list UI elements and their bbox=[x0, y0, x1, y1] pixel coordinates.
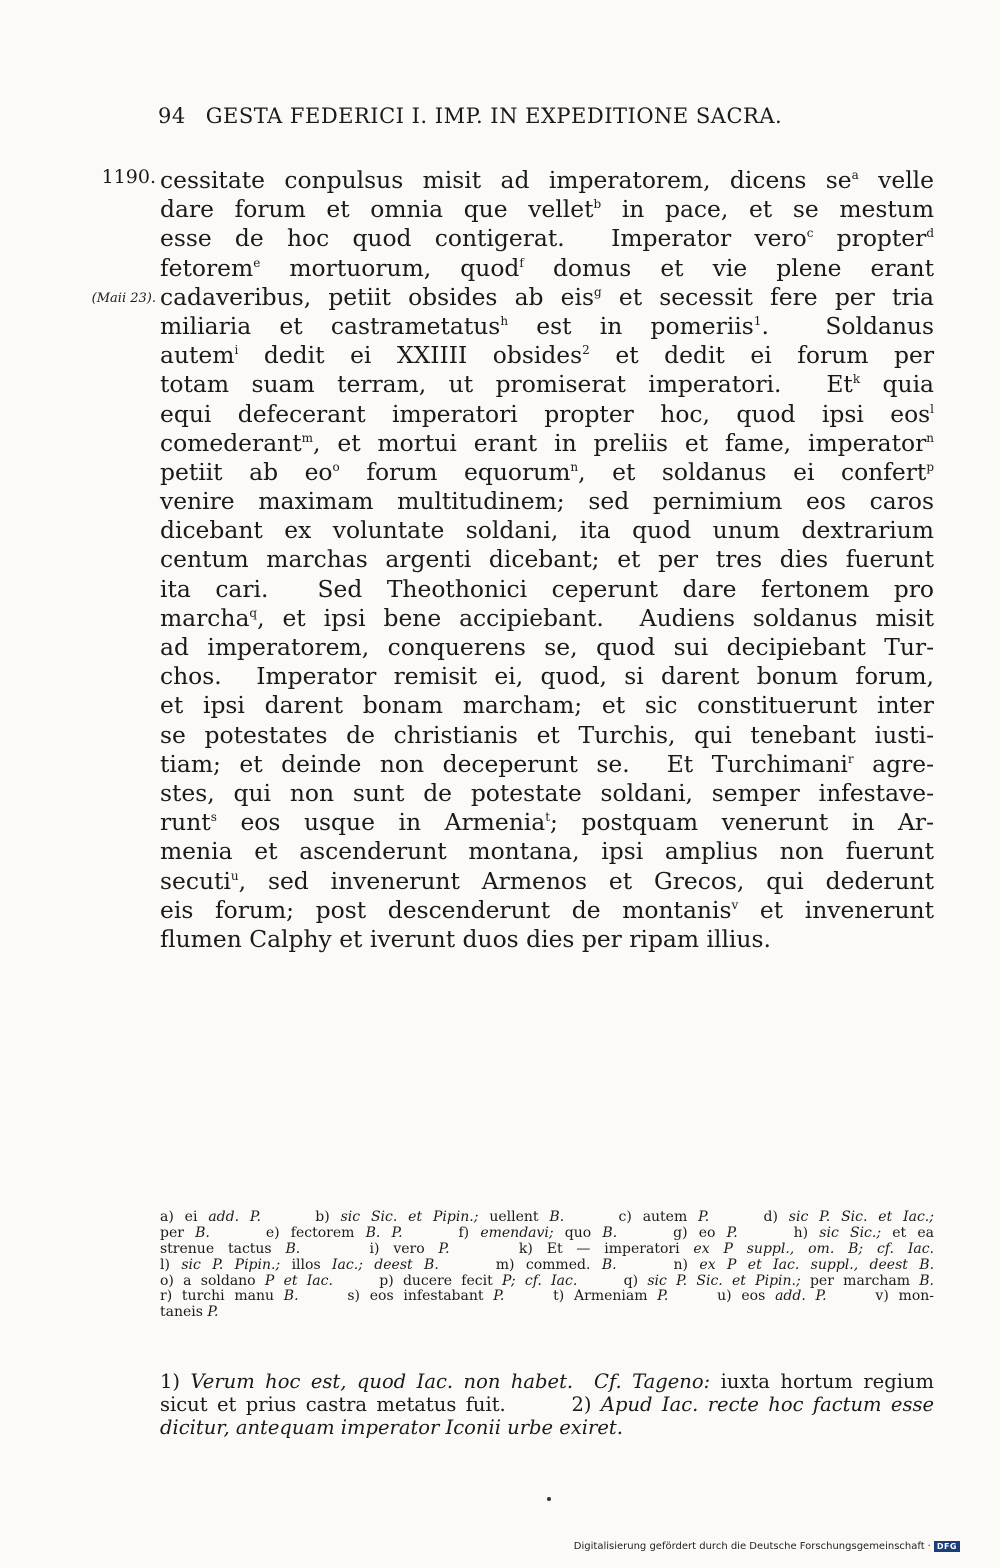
text-run: i) vero bbox=[300, 1240, 439, 1257]
text-run: s) eos infestabant bbox=[298, 1288, 494, 1305]
text-line bbox=[160, 808, 934, 837]
text-run: ; postquam venerunt in Ar- bbox=[550, 808, 934, 837]
footnote-marker: p bbox=[926, 459, 934, 474]
ink-dot bbox=[547, 1497, 551, 1501]
italic-text: P. bbox=[493, 1288, 505, 1305]
text-line bbox=[160, 691, 934, 720]
text-line bbox=[160, 867, 934, 896]
italic-text: P. bbox=[207, 1304, 219, 1321]
margin-year: 1190. bbox=[101, 166, 156, 188]
apparatus-line bbox=[160, 1226, 934, 1242]
text-run: eos usque in Armenia bbox=[216, 808, 546, 837]
italic-text: ex P et Iac. suppl., deest B. bbox=[699, 1256, 935, 1273]
text-run: et ipsi darent bonam marcham; et sic constituerunt inter bbox=[160, 691, 934, 720]
italic-text: P. bbox=[698, 1209, 710, 1225]
footnote-marker: a bbox=[851, 168, 859, 182]
text-run: cessitate conpulsus misit ad imperatorem, dicens se bbox=[160, 166, 852, 194]
text-run: autem bbox=[160, 341, 235, 370]
text-run: q) bbox=[577, 1272, 648, 1289]
text-run: , et soldanus ei confert bbox=[578, 457, 927, 486]
italic-text: B. bbox=[601, 1256, 617, 1273]
text-line bbox=[160, 662, 934, 691]
text-line bbox=[160, 400, 934, 429]
text-run: domus et vie plene erant bbox=[523, 253, 934, 282]
footnote-marker: g bbox=[594, 284, 602, 299]
footnote-marker: d bbox=[926, 226, 934, 241]
footnote-marker: u bbox=[230, 868, 239, 883]
text-line bbox=[160, 254, 934, 283]
footnote-marker: m bbox=[301, 430, 314, 445]
text-line bbox=[160, 837, 934, 866]
text-line bbox=[160, 166, 934, 195]
text-run: 1) bbox=[160, 1370, 191, 1393]
text-line bbox=[160, 925, 934, 954]
page-number: 94 bbox=[158, 104, 186, 128]
footnote-marker: b bbox=[593, 197, 602, 212]
footnote-marker: 1 bbox=[753, 313, 762, 328]
text-run: per bbox=[160, 1224, 196, 1241]
text-run: cadaveribus, petiit obsides ab eis bbox=[160, 282, 595, 311]
main-text bbox=[160, 166, 934, 954]
text-run: propter bbox=[813, 224, 927, 253]
apparatus-line bbox=[160, 1258, 934, 1274]
italic-text: emendavi; bbox=[480, 1224, 554, 1241]
text-run: comederant bbox=[160, 428, 302, 457]
text-run: dicebant ex voluntate soldani, ita quod unum dextrarium bbox=[160, 516, 934, 545]
footnote-marker: q bbox=[249, 605, 258, 620]
footnote-marker: o bbox=[332, 459, 340, 474]
text-run: equi defecerant imperatori propter hoc, quod ipsi eos bbox=[160, 399, 931, 428]
italic-text: P et Iac. bbox=[264, 1272, 333, 1289]
footnotes bbox=[160, 1370, 934, 1439]
text-run: t) Armeniam bbox=[504, 1288, 658, 1305]
italic-text: P. bbox=[726, 1224, 738, 1241]
text-run: et dedit ei forum per bbox=[589, 341, 935, 370]
text-run: in pace, et se mestum bbox=[601, 195, 935, 224]
italic-text: B. bbox=[549, 1209, 565, 1225]
dfg-logo: DFG bbox=[934, 1541, 960, 1552]
italic-text: add. P. bbox=[208, 1209, 261, 1225]
text-run: stes, qui non sunt de potestate soldani, semper infestave- bbox=[160, 778, 934, 807]
italic-text: sic P. Pipin.; bbox=[181, 1256, 281, 1273]
text-run: dedit ei XXIIII obsides bbox=[238, 341, 583, 370]
text-line bbox=[160, 487, 934, 516]
text-run: fetorem bbox=[160, 253, 254, 282]
footnote-line bbox=[160, 1393, 934, 1416]
footnote-marker: l bbox=[930, 401, 934, 416]
text-run: menia et ascenderunt montana, ipsi amplius non fuerunt bbox=[160, 837, 934, 866]
italic-text: B. bbox=[285, 1240, 301, 1257]
text-run: o) a soldano bbox=[160, 1272, 265, 1289]
digitization-credit: Digitalisierung gefördert durch die Deutsche Forschungsgemeinschaft bbox=[573, 1541, 925, 1552]
text-line bbox=[160, 633, 934, 662]
italic-text: P. bbox=[657, 1288, 669, 1305]
text-run: et invenerunt bbox=[738, 895, 934, 924]
text-line bbox=[160, 545, 934, 574]
text-line bbox=[160, 516, 934, 545]
footnote-marker: 2 bbox=[582, 343, 590, 358]
text-run: h) bbox=[737, 1224, 820, 1241]
italic-text: B. bbox=[919, 1272, 934, 1289]
footnote-marker: e bbox=[253, 255, 261, 270]
italic-text: B. bbox=[602, 1224, 618, 1241]
italic-text: B. bbox=[195, 1224, 210, 1241]
text-run: . Soldanus bbox=[761, 311, 934, 340]
footnote-marker: k bbox=[852, 372, 861, 387]
text-run: esse de hoc quod contigerat. Imperator vero bbox=[160, 224, 807, 253]
text-run: strenue tactus bbox=[160, 1240, 286, 1257]
footnote-marker: n bbox=[570, 459, 579, 474]
text-run: est in pomeriis bbox=[508, 311, 754, 340]
text-run: quo bbox=[553, 1224, 603, 1241]
text-run: quia bbox=[860, 370, 934, 399]
text-run: et secessit fere per tria bbox=[601, 282, 934, 311]
text-run: flumen Calphy et iverunt duos dies per ripam illius. bbox=[160, 924, 771, 953]
footnote-marker: s bbox=[210, 810, 217, 825]
italic-text: Iac.; deest B. bbox=[332, 1256, 439, 1273]
text-run: velle bbox=[858, 166, 935, 194]
text-line bbox=[160, 283, 934, 312]
critical-apparatus bbox=[160, 1210, 934, 1321]
text-run: u) eos bbox=[668, 1288, 776, 1305]
separator-dot: · bbox=[927, 1541, 931, 1552]
text-run: e) fectorem bbox=[209, 1224, 366, 1241]
text-run: , et ipsi bene accipiebant. Audiens soldanus misit bbox=[257, 603, 934, 632]
text-run: g) eo bbox=[617, 1224, 727, 1241]
italic-text: P; cf. Iac. bbox=[501, 1272, 578, 1289]
text-run: petiit ab eo bbox=[160, 457, 333, 486]
text-line bbox=[160, 750, 934, 779]
footnote-line bbox=[160, 1370, 934, 1393]
footnote-marker: c bbox=[806, 226, 814, 241]
text-line bbox=[160, 896, 934, 925]
italic-text: B. P. bbox=[365, 1224, 403, 1241]
text-run: c) autem bbox=[564, 1209, 699, 1225]
margin-date-note: (Maii 23). bbox=[91, 291, 156, 306]
italic-text: add. P. bbox=[775, 1288, 827, 1305]
text-line bbox=[160, 458, 934, 487]
italic-text: sic P. Sic. et Iac.; bbox=[788, 1209, 934, 1225]
footnote-marker: n bbox=[926, 430, 934, 445]
text-line bbox=[160, 779, 934, 808]
text-run: secuti bbox=[160, 866, 231, 895]
text-line bbox=[160, 721, 934, 750]
running-header bbox=[158, 104, 864, 128]
italic-text: dicitur, antequam imperator Iconii urbe exiret. bbox=[160, 1416, 623, 1439]
footnote-marker: v bbox=[731, 897, 739, 912]
digitization-footer bbox=[574, 1541, 960, 1552]
apparatus-line bbox=[160, 1289, 934, 1305]
text-line bbox=[160, 341, 934, 370]
text-run: et ea bbox=[881, 1224, 934, 1241]
text-run: per marcham bbox=[800, 1272, 920, 1289]
text-run: chos. Imperator remisit ei, quod, si darent bonum forum, bbox=[160, 662, 934, 691]
apparatus-line bbox=[160, 1305, 934, 1321]
apparatus-line bbox=[160, 1242, 934, 1258]
text-run: agre- bbox=[853, 749, 935, 778]
text-run: runt bbox=[160, 808, 211, 837]
text-run: illos bbox=[280, 1256, 333, 1273]
text-run: , sed invenerunt Armenos et Grecos, qui dederunt bbox=[238, 866, 934, 895]
text-run: sicut et prius castra metatus fuit. 2) bbox=[160, 1393, 601, 1416]
text-line bbox=[160, 195, 934, 224]
text-run: dare forum et omnia que vellet bbox=[160, 195, 594, 224]
text-run: n) bbox=[616, 1256, 700, 1273]
italic-text: ex P suppl., om. B; cf. Iac. bbox=[693, 1240, 935, 1257]
text-run: centum marchas argenti dicebant; et per tres dies fuerunt bbox=[160, 545, 934, 574]
text-run: ad imperatorem, conquerens se, quod sui decipiebant Tur- bbox=[160, 633, 934, 661]
text-run: d) bbox=[709, 1209, 789, 1225]
text-run: ita cari. Sed Theothonici ceperunt dare fertonem pro bbox=[160, 574, 934, 603]
text-run: mortuorum, quod bbox=[260, 253, 520, 282]
text-run: iuxta hortum regium bbox=[710, 1370, 934, 1393]
text-run: b) bbox=[260, 1209, 341, 1225]
footnote-marker: h bbox=[500, 313, 509, 328]
italic-text: P. bbox=[438, 1240, 450, 1257]
text-run: a) ei bbox=[160, 1209, 209, 1225]
text-run: uellent bbox=[478, 1209, 550, 1225]
italic-text: sic P. Sic. et Pipin.; bbox=[647, 1272, 801, 1289]
text-run: totam suam terram, ut promiserat imperatori. Et bbox=[160, 370, 853, 399]
italic-text: B. bbox=[283, 1288, 299, 1305]
italic-text: sic Sic.; bbox=[819, 1224, 882, 1241]
text-run: p) ducere fecit bbox=[332, 1272, 502, 1289]
footnote-line bbox=[160, 1416, 934, 1439]
text-run: taneis bbox=[160, 1304, 208, 1321]
footnote-marker: f bbox=[519, 255, 524, 270]
text-line bbox=[160, 575, 934, 604]
italic-text: sic Sic. et Pipin.; bbox=[340, 1209, 479, 1225]
text-run: l) bbox=[160, 1256, 182, 1273]
text-line bbox=[160, 370, 934, 399]
text-run: se potestates de christianis et Turchis, qui tenebant iusti- bbox=[160, 720, 934, 749]
footnote-marker: i bbox=[234, 343, 239, 358]
text-run: k) Et — imperatori bbox=[449, 1240, 694, 1257]
text-run: v) mon- bbox=[826, 1288, 935, 1305]
text-run: marcha bbox=[160, 603, 250, 632]
italic-text: Apud Iac. recte hoc factum esse bbox=[600, 1393, 935, 1416]
text-line bbox=[160, 312, 934, 341]
footnote-marker: r bbox=[847, 751, 854, 766]
running-title: GESTA FEDERICI I. IMP. IN EXPEDITIONE SACRA. bbox=[205, 104, 783, 128]
text-line bbox=[160, 429, 934, 458]
text-line bbox=[160, 224, 934, 253]
text-run: tiam; et deinde non deceperunt se. Et Turchimani bbox=[160, 749, 848, 778]
text-run: miliaria et castrametatus bbox=[160, 311, 501, 340]
apparatus-line bbox=[160, 1274, 934, 1290]
text-line bbox=[160, 604, 934, 633]
text-run: f) bbox=[402, 1224, 481, 1241]
footnote-marker: t bbox=[545, 810, 551, 825]
text-run: m) commed. bbox=[438, 1256, 602, 1273]
apparatus-line bbox=[160, 1210, 934, 1226]
italic-text: Verum hoc est, quod Iac. non habet. Cf. Tageno: bbox=[190, 1370, 711, 1393]
text-run: eis forum; post descenderunt de montanis bbox=[160, 895, 732, 924]
text-run: forum equorum bbox=[339, 457, 571, 486]
text-run: venire maximam multitudinem; sed pernimium eos caros bbox=[160, 487, 934, 516]
text-run: , et mortui erant in preliis et fame, imperator bbox=[313, 428, 927, 457]
text-run: r) turchi manu bbox=[160, 1288, 284, 1305]
